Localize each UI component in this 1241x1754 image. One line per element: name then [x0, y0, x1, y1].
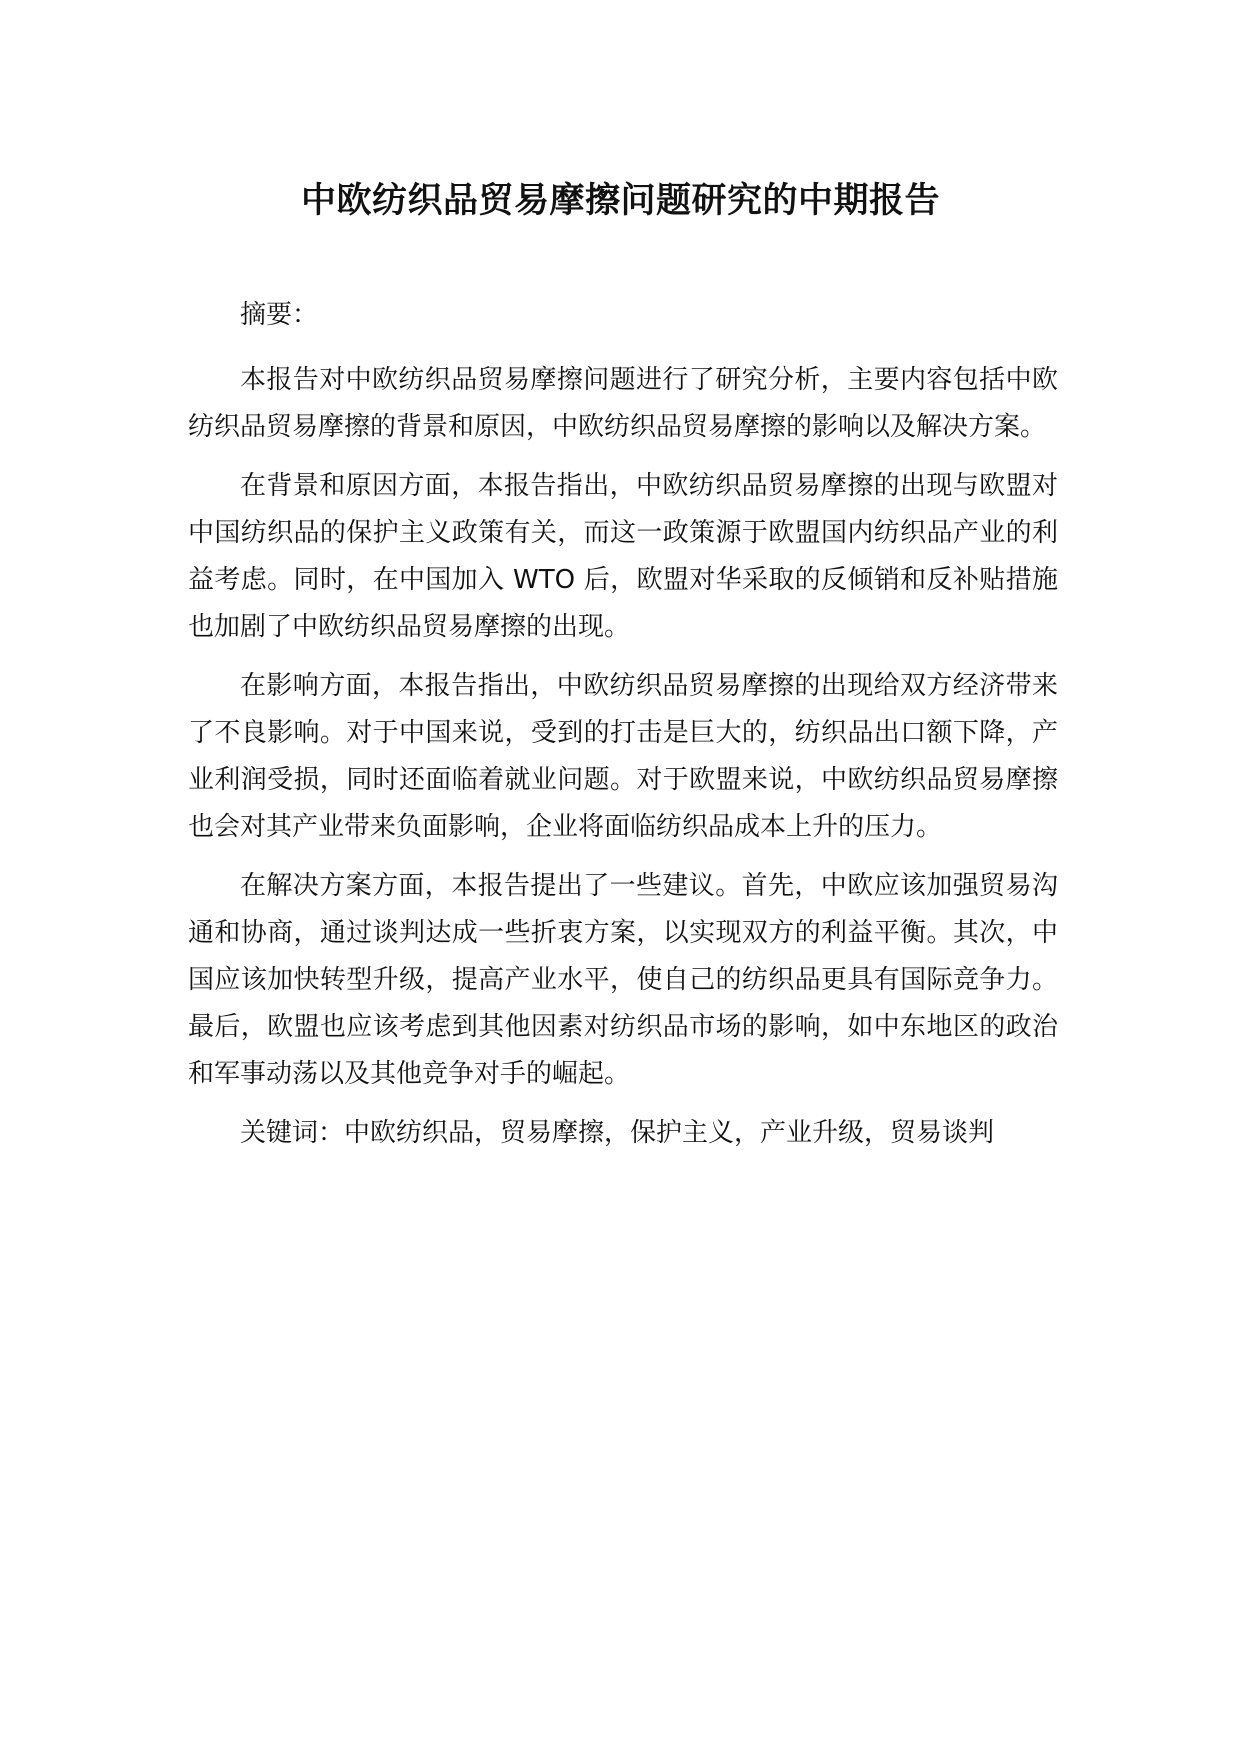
abstract-paragraph-1: 本报告对中欧纺织品贸易摩擦问题进行了研究分析，主要内容包括中欧纺织品贸易摩擦的背景和原因，中欧纺织品贸易摩擦的影响以及解决方案。 [188, 365, 1058, 442]
document-body [188, 292, 1058, 1157]
abstract-paragraph-3: 在影响方面，本报告指出，中欧纺织品贸易摩擦的出现给双方经济带来了不良影响。对于中国来说，受到的打击是巨大的，纺织品出口额下降，产业利润受损，同时还面临着就业问题。对于欧盟来说，中欧纺织品贸易摩擦也会对其产业带来负面影响，企业将面临纺织品成本上升的压力。 [188, 671, 1058, 842]
document-title: 中欧纺织品贸易摩擦问题研究的中期报告 [300, 181, 940, 221]
abstract-paragraph-4: 在解决方案方面，本报告提出了一些建议。首先，中欧应该加强贸易沟通和协商，通过谈判达成一些折衷方案，以实现双方的利益平衡。其次，中国应该加快转型升级，提高产业水平，使自己的纺织品更具有国际竞争力。最后，欧盟也应该考虑到其他因素对纺织品市场的影响，如中东地区的政治和军事动荡以及其他竞争对手的崛起。 [188, 871, 1058, 1089]
abstract-label: 摘要： [240, 300, 319, 330]
abstract-paragraph-2: 在背景和原因方面，本报告指出，中欧纺织品贸易摩擦的出现与欧盟对中国纺织品的保护主义政策有关，而这一政策源于欧盟国内纺织品产业的利益考虑。同时，在中国加入 WTO 后，欧盟对华采取的反倾销和反补贴措施也加剧了中欧纺织品贸易摩擦的出现。 [188, 471, 1058, 642]
keywords-line: 关键词：中欧纺织品，贸易摩擦，保护主义，产业升级，贸易谈判 [240, 1118, 995, 1148]
